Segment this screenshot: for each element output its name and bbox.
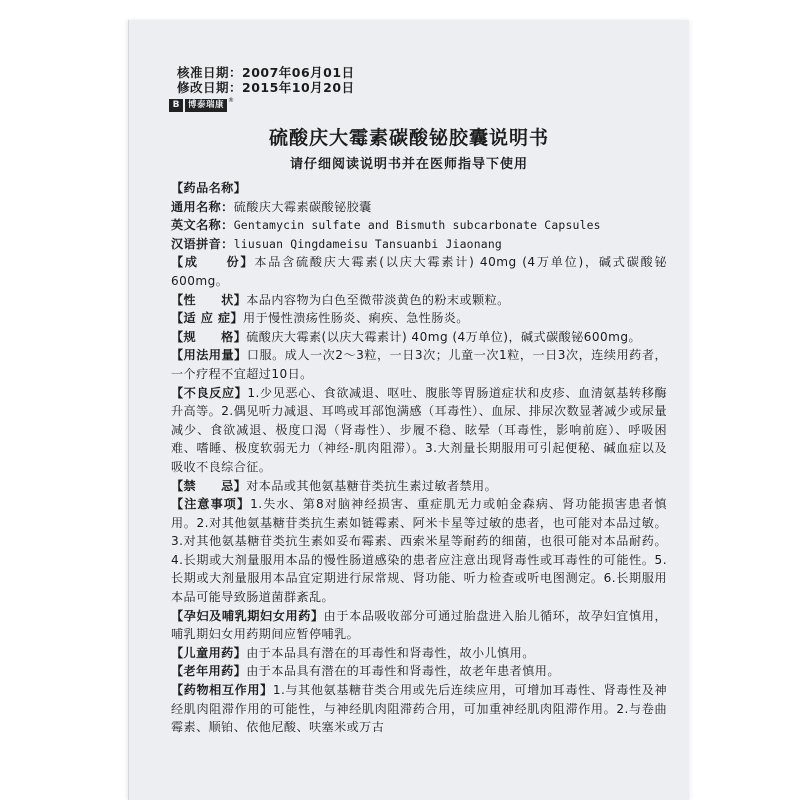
document-subtitle: 请仔细阅读说明书并在医师指导下使用: [289, 157, 528, 172]
elderly-section: [171, 662, 667, 681]
contraindications-text: 对本品或其他氨基糖苷类抗生素过敏者禁用。: [246, 478, 498, 493]
properties-label: 【性 状】: [171, 292, 247, 307]
adverse-reactions-label: 【不良反应】: [171, 385, 248, 400]
leaflet-page: [128, 20, 689, 800]
composition-section: [171, 253, 667, 290]
interactions-text: 1.与其他氨基糖苷类合用或先后连续应用，可增加耳毒性、肾毒性及神经肌肉阻滞作用的可能性，与神经肌肉阻滞药合用，可加重神经肌肉阻滞作用。2.与卷曲霉素、顺铂、依他尼酸、呋塞米或万古: [171, 683, 667, 735]
precautions-section: [171, 495, 667, 607]
logo-mark-icon: B: [169, 99, 183, 112]
approval-date: 核准日期：2007年06月01日: [177, 65, 355, 80]
precautions-text: 1.失水、第8对脑神经损害、重症肌无力或帕金森病、肾功能损害患者慎用。2.对其他氨基糖苷类抗生素如链霉素、阿米卡星等过敏的患者，也可能对本品过敏。3.对其他氨基糖苷类抗生素如妥布霉素、西索米星等耐药的细菌，也很可能对本品耐药。4.长期或大剂量服用本品的慢性肠道感染的患者应注意出现肾毒性或耳毒性的可能性。5.长期或大剂量服用本品宜定期进行尿常规、肾功能、听力检查或听电图测定。6.长期服用本品可能导致肠道菌群紊乱。: [171, 497, 668, 605]
properties-text: 本品内容物为白色至微带淡黄色的粉末或颗粒。: [246, 292, 510, 307]
elderly-label: 【老年用药】: [171, 664, 247, 679]
registered-mark: ®: [228, 97, 235, 104]
adverse-reactions-text: 1.少见恶心、食欲减退、呕吐、腹胀等胃肠道症状和皮疹、血清氨基转移酶升高等。2.偶见听力减退、耳鸣或耳部饱满感（耳毒性）、血尿、排尿次数显著减少或尿量减少、食欲减退、极度口渴（肾毒性）、步履不稳、眩晕（耳毒性，影响前庭）、呼吸困难、嗜睡、极度软弱无力（神经-肌肉阻滞）。3.大剂量长期服用可引起便秘、碱血症以及吸收不良综合征。: [171, 385, 668, 474]
children-section: [171, 644, 667, 663]
english-name-label: 英文名称：: [171, 218, 234, 233]
contraindications-section: [171, 477, 667, 496]
pregnancy-label: 【孕妇及哺乳期妇女用药】: [171, 608, 324, 623]
drug-name-header: 【药品名称】: [171, 181, 247, 195]
generic-name-value: 硫酸庆大霉素碳酸铋胶囊: [233, 199, 372, 214]
pregnancy-text: 由于本品吸收部分可通过胎盘进入胎儿循环，故孕妇宜慎用，哺乳期妇女用药期间应暂停哺乳。: [171, 608, 667, 642]
logo-text: 博泰瑞康: [185, 99, 227, 112]
dosage-text: 口服。成人一次2～3粒，一日3次；儿童一次1粒，一日3次，连续用药者，一个疗程不宜超过10日。: [171, 348, 667, 381]
pinyin-row: [171, 235, 667, 254]
specification-section: [171, 328, 667, 347]
children-text: 由于本品具有潜在的耳毒性和肾毒性，故小儿慎用。: [246, 645, 535, 660]
contraindications-label: 【禁 忌】: [171, 478, 247, 493]
dosage-section: [171, 346, 667, 383]
children-label: 【儿童用药】: [171, 645, 247, 660]
interactions-section: [171, 681, 667, 737]
composition-text: 本品含硫酸庆大霉素(以庆大霉素计) 40mg (4万单位)，碱式碳酸铋600mg。: [171, 255, 668, 288]
properties-section: [171, 291, 667, 310]
elderly-text: 由于本品具有潜在的耳毒性和肾毒性，故老年患者慎用。: [246, 664, 560, 679]
pinyin-value: liusuan Qingdameisu Tansuanbi Jiaonang: [233, 236, 502, 251]
precautions-label: 【注意事项】: [171, 497, 251, 512]
revision-date: 修改日期：2015年10月20日: [177, 80, 355, 95]
generic-name-row: [171, 198, 667, 217]
specification-label: 【规 格】: [171, 329, 247, 344]
english-name-row: [171, 216, 667, 235]
company-logo: [169, 99, 239, 112]
interactions-label: 【药物相互作用】: [171, 683, 273, 698]
indications-text: 用于慢性溃疡性肠炎、痢疾、急性肠炎。: [243, 311, 469, 326]
adverse-reactions-section: [171, 384, 667, 477]
pregnancy-section: [171, 607, 667, 644]
indications-label: 【适 应 症】: [171, 311, 244, 326]
generic-name-label: 通用名称：: [171, 199, 234, 214]
composition-label: 【成 份】: [171, 255, 255, 270]
indications-section: [171, 309, 667, 328]
pinyin-label: 汉语拼音：: [171, 236, 234, 251]
english-name-value: Gentamycin sulfate and Bismuth subcarbonate Capsules: [233, 218, 601, 233]
dosage-label: 【用法用量】: [171, 348, 247, 363]
document-title: 硫酸庆大霉素碳酸铋胶囊说明书: [268, 127, 549, 149]
leaflet-sections: [171, 179, 667, 737]
specification-text: 硫酸庆大霉素(以庆大霉素计) 40mg (4万单位)，碱式碳酸铋600mg。: [246, 329, 642, 344]
